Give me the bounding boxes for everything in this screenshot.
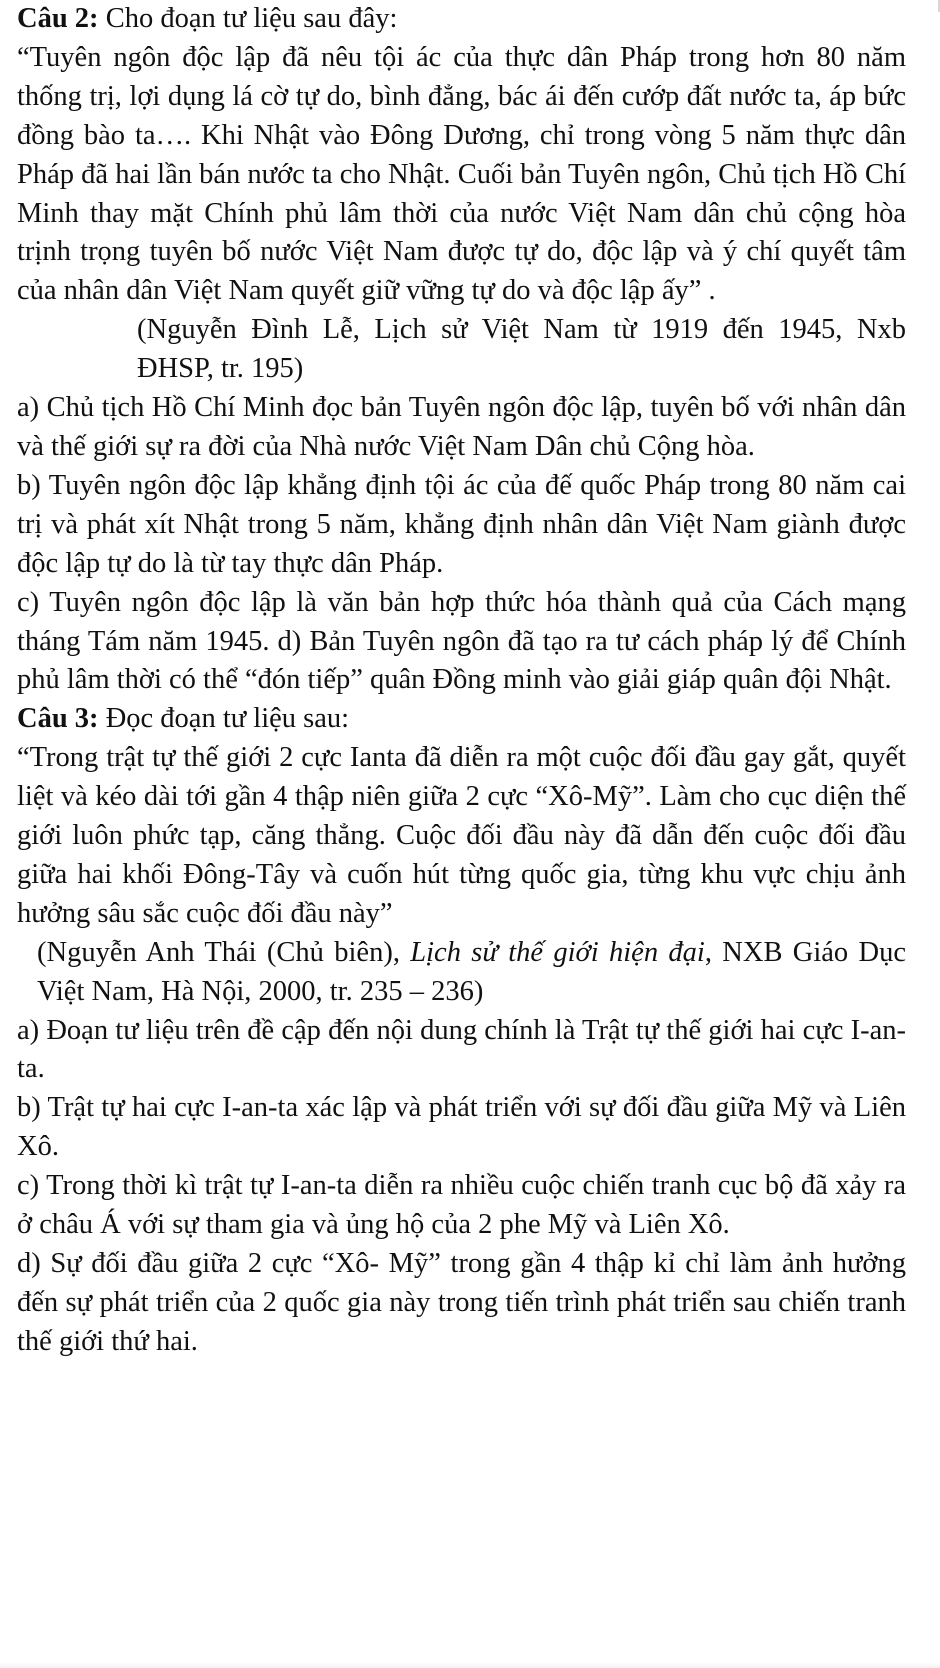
question-3-source	[37, 934, 906, 1012]
question-3-option-d: d) Sự đối đầu giữa 2 cực “Xô- Mỹ” trong gần 4 thập kỉ chỉ làm ảnh hưởng đến sự phát triển của 2 quốc gia này trong tiến trình phát triển sau chiến tranh thế giới thứ hai.	[17, 1248, 906, 1357]
question-3-heading	[17, 700, 906, 739]
question-3-title: Câu 3:	[17, 703, 99, 735]
question-2-source: (Nguyễn Đình Lễ, Lịch sử Việt Nam từ 1919 đến 1945, Nxb ĐHSP, tr. 195)	[137, 314, 906, 385]
question-3-option-a: a) Đoạn tư liệu trên đề cập đến nội dung chính là Trật tự thế giới hai cực I-an-ta.	[17, 1014, 906, 1085]
question-2-title: Câu 2:	[17, 3, 99, 34]
question-3-source-title: Lịch sử thế giới hiện đại	[410, 936, 705, 968]
question-2-intro: Cho đoạn tư liệu sau đây:	[105, 3, 398, 34]
question-3-source-suffix: , NXB Giáo Dục Việt Nam, Hà Nội, 2000, tr. 235 – 236)	[37, 936, 906, 1007]
question-2-option-c-d: c) Tuyên ngôn độc lập là văn bản hợp thức hóa thành quả của Cách mạng tháng Tám năm 1945. d) Bản Tuyên ngôn đã tạo ra tư cách pháp lý để Chính phủ lâm thời có thể “đón tiếp” quân Đồng minh vào giải giáp quân đội Nhật.	[17, 586, 906, 696]
question-3-source-prefix: (Nguyễn Anh Thái (Chủ biên),	[37, 936, 411, 968]
question-2-heading	[17, 0, 906, 39]
question-3-option-b: b) Trật tự hai cực I-an-ta xác lập và phát triển với sự đối đầu giữa Mỹ và Liên Xô.	[17, 1092, 906, 1163]
question-3-option-c: c) Trong thời kì trật tự I-an-ta diễn ra nhiều cuộc chiến tranh cục bộ đã xảy ra ở châu Á với sự tham gia và ủng hộ của 2 phe Mỹ và Liên Xô.	[17, 1170, 906, 1241]
question-3-quote: “Trong trật tự thế giới 2 cực Ianta đã diễn ra một cuộc đối đầu gay gắt, quyết liệt và kéo dài tới gần 4 thập niên giữa 2 cực “Xô-Mỹ”. Làm cho cục diện thế giới luôn phức tạp, căng thẳng. Cuộc đối đầu này đã dẫn đến cuộc đối đầu giữa hai khối Đông-Tây và cuốn hút từng quốc gia, từng khu vực chịu ảnh hưởng sâu sắc cuộc đối đầu này”	[17, 742, 906, 929]
question-3-intro: Đọc đoạn tư liệu sau:	[105, 703, 350, 735]
question-2-option-b: b) Tuyên ngôn độc lập khẳng định tội ác của đế quốc Pháp trong 80 năm cai trị và phát xít Nhật trong 5 năm, khẳng định nhân dân Việt Nam giành được độc lập tự do là từ tay thực dân Pháp.	[17, 469, 906, 579]
page-bottom-edge	[0, 1662, 940, 1668]
question-2-quote: “Tuyên ngôn độc lập đã nêu tội ác của thực dân Pháp trong hơn 80 năm thống trị, lợi dụng lá cờ tự do, bình đẳng, bác ái đến cướp đất nước ta, áp bức đồng bào ta…. Khi Nhật vào Đông Dương, chỉ trong vòng 5 năm thực dân Pháp đã hai lần bán nước ta cho Nhật. Cuối bản Tuyên ngôn, Chủ tịch Hồ Chí Minh thay mặt Chính phủ lâm thời của nước Việt Nam dân chủ cộng hòa trịnh trọng tuyên bố nước Việt Nam được tự do, độc lập và ý chí quyết tâm của nhân dân Việt Nam quyết giữ vững tự do và độc lập ấy” .	[17, 41, 906, 307]
question-2-option-a: a) Chủ tịch Hồ Chí Minh đọc bản Tuyên ngôn độc lập, tuyên bố với nhân dân và thế giới sự ra đời của Nhà nước Việt Nam Dân chủ Cộng hòa.	[17, 392, 906, 462]
